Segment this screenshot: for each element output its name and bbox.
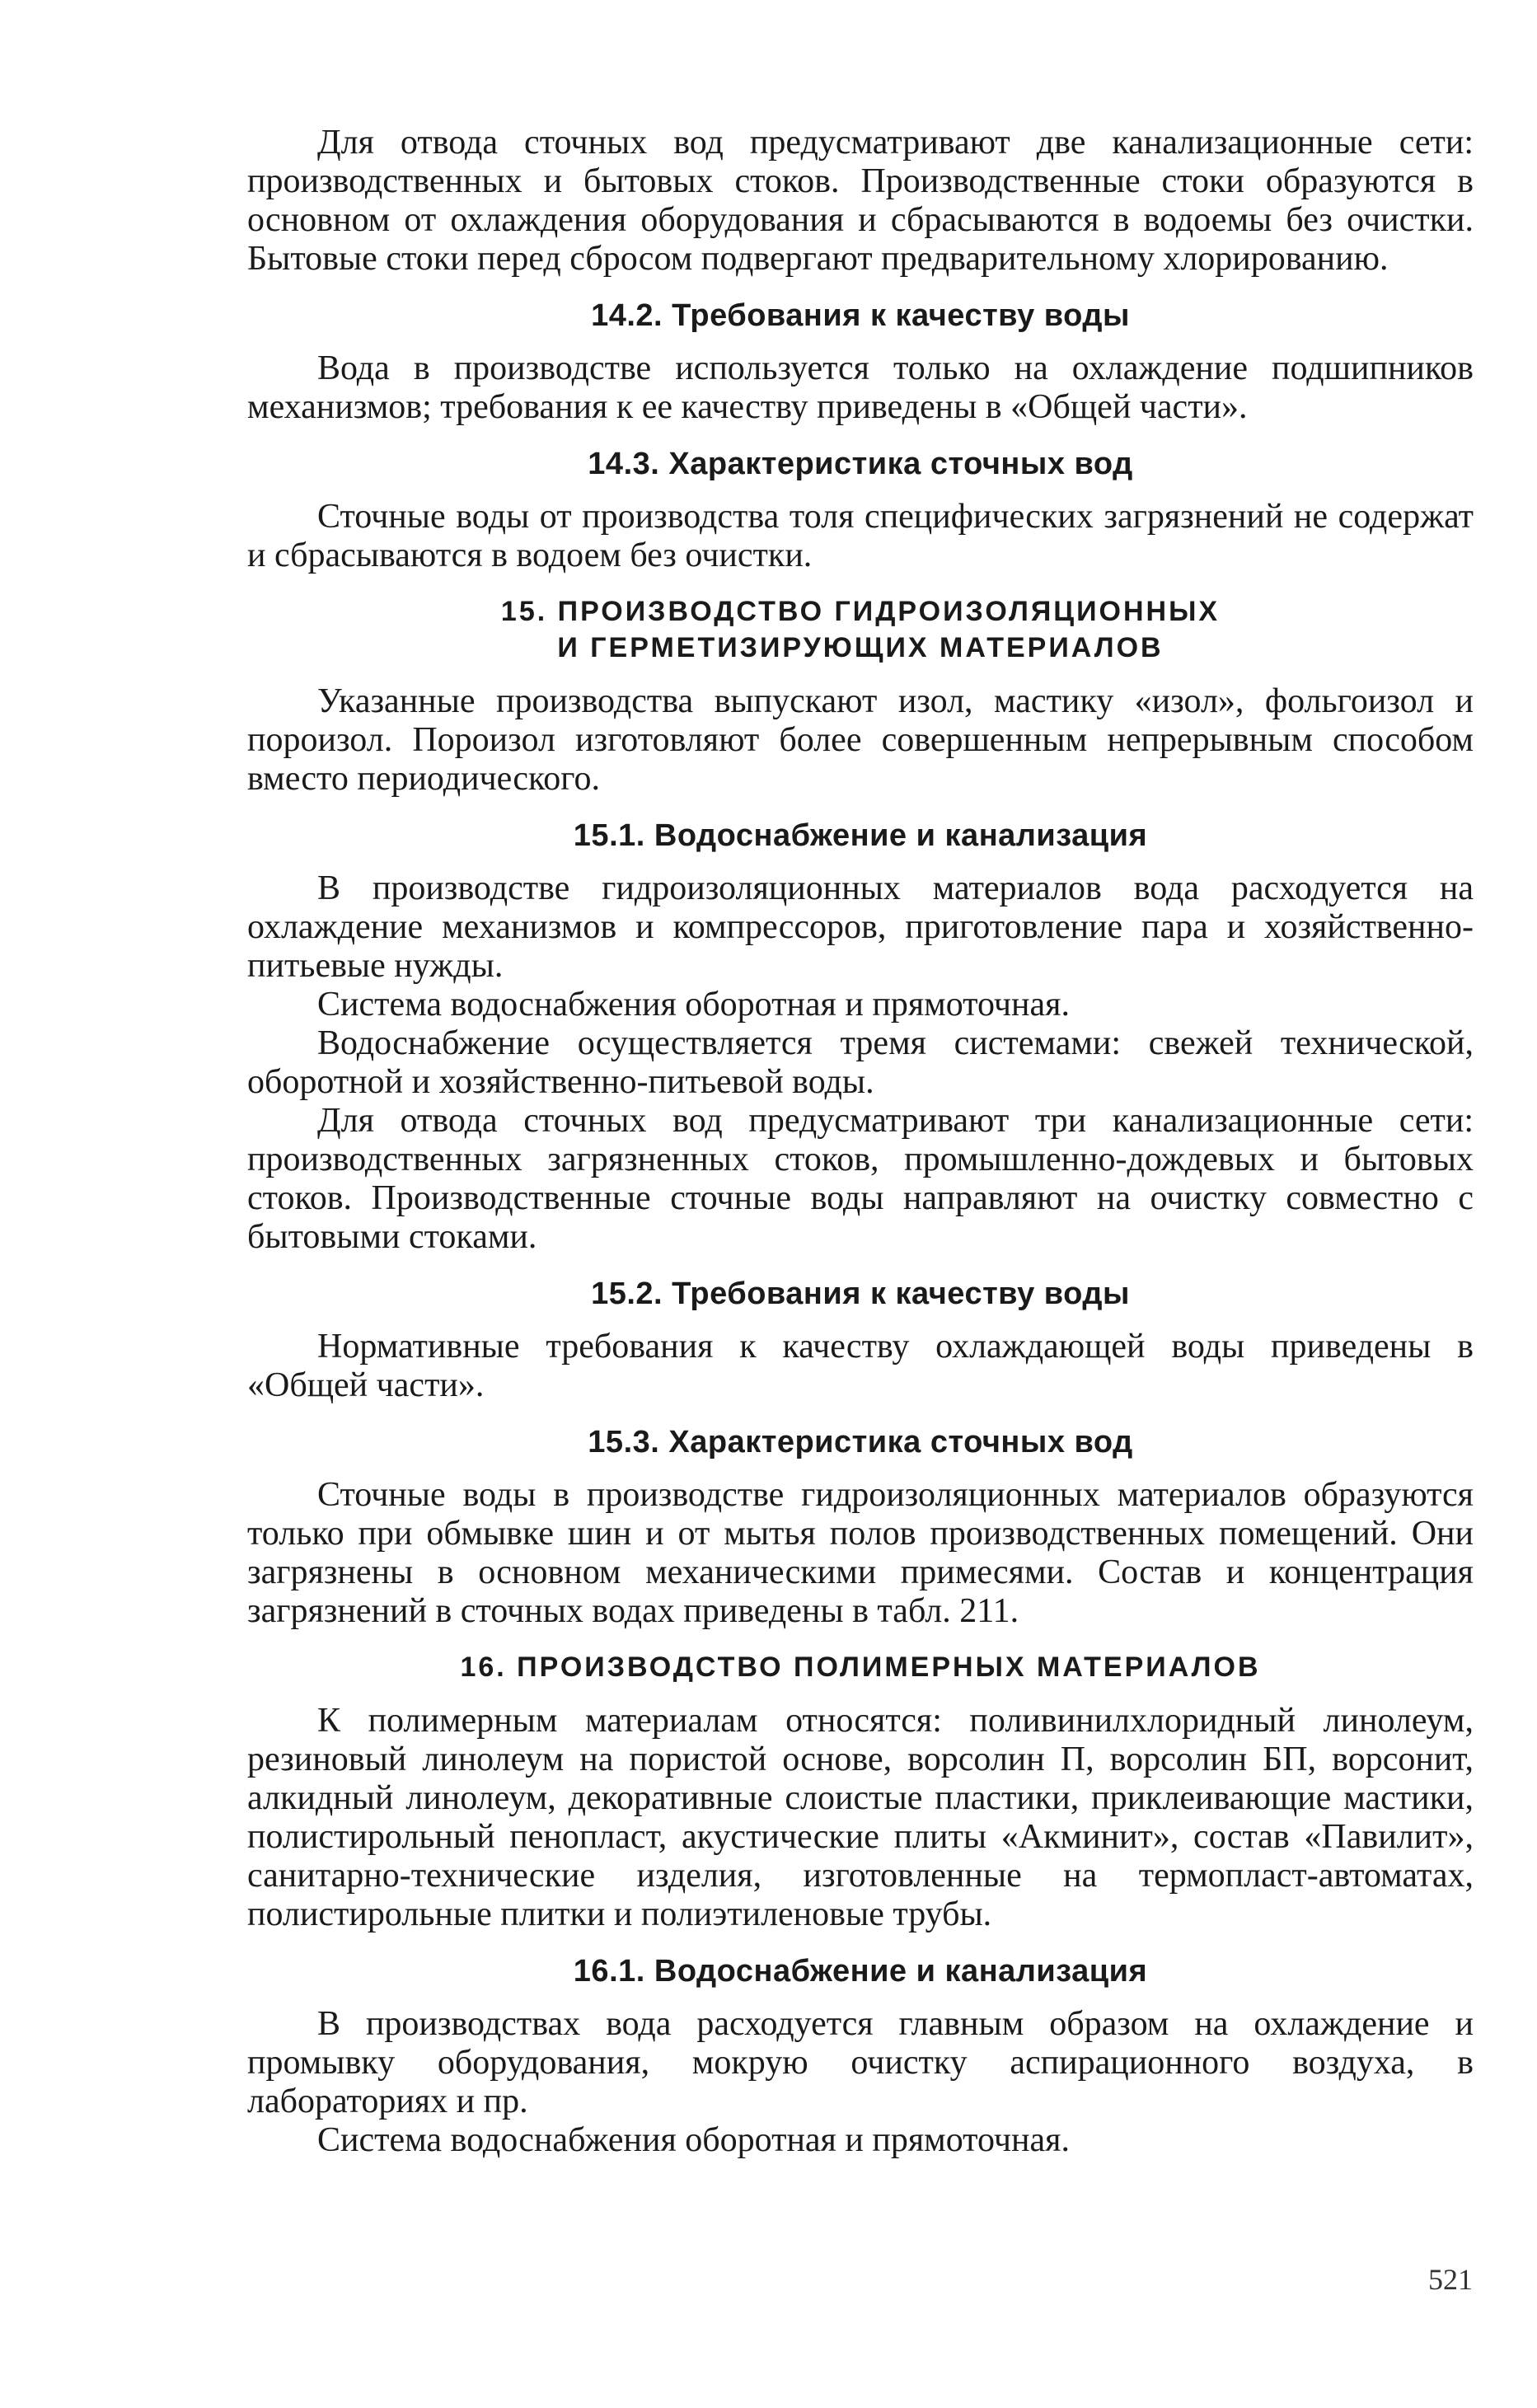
chapter-heading-line: 16. ПРОИЗВОДСТВО ПОЛИМЕРНЫХ МАТЕРИАЛОВ xyxy=(460,1651,1261,1683)
paragraph: Для отвода сточных вод предусматривают три канализационные сети: производственных загрязненных стоков, промышленно-дождевых и бытовых стоков. Производственные сточные воды направляют на очистку совместно с бытовыми стоками. xyxy=(247,1102,1474,1256)
paragraph: В производствах вода расходуется главным образом на охлаждение и промывку оборудования, мокрую очистку аспирационного воздуха, в лабораториях и пр. xyxy=(247,2005,1474,2120)
chapter-heading xyxy=(247,1649,1474,1685)
chapter-heading-line: И ГЕРМЕТИЗИРУЮЩИХ МАТЕРИАЛОВ xyxy=(557,632,1164,663)
section-heading: 15.1. Водоснабжение и канализация xyxy=(573,818,1148,853)
page-body xyxy=(247,124,1474,2160)
section-heading: 15.2. Требования к качеству воды xyxy=(591,1277,1130,1311)
paragraph: Нормативные требования к качеству охлаждающей воды приведены в «Общей части». xyxy=(247,1328,1474,1404)
paragraph: Для отвода сточных вод предусматривают две канализационные сети: производственных и бытовых стоков. Производственные стоки образуются в основном от охлаждения оборудования и сбрасываются в водоемы без очистки. Бытовые стоки перед сбросом подвергают предварительному хлорированию. xyxy=(247,124,1474,278)
paragraph: Указанные производства выпускают изол, мастику «изол», фольгоизол и пороизол. Пороизол изготовляют более совершенным непрерывным способом вместо периодического. xyxy=(247,682,1474,798)
paragraph: Сточные воды в производстве гидроизоляционных материалов образуются только при обмывке шин и от мытья полов производственных помещений. Они загрязнены в основном механическими примесями. Состав и концентрация загрязнений в сточных водах приведены в табл. 211. xyxy=(247,1476,1474,1630)
paragraph: К полимерным материалам относятся: поливинилхлоридный линолеум, резиновый линолеум на пористой основе, ворсолин П, ворсолин БП, ворсонит, алкидный линолеум, декоративные слоистые пластики, приклеивающие мастики, полистирольный пенопласт, акустические плиты «Акминит», состав «Павилит», санитарно-технические изделия, изготовленные на термопласт-автоматах, полистирольные плитки и полиэтиленовые трубы. xyxy=(247,1702,1474,1933)
section-heading: 14.3. Характеристика сточных вод xyxy=(588,447,1133,481)
paragraph: Сточные воды от производства толя специфических загрязнений не содержат и сбрасываются в водоем без очистки. xyxy=(247,498,1474,574)
section-heading: 14.2. Требования к качеству воды xyxy=(591,298,1130,333)
paragraph: В производстве гидроизоляционных материалов вода расходуется на охлаждение механизмов и компрессоров, приготовление пара и хозяйственно-питьевые нужды. xyxy=(247,869,1474,985)
page-number: 521 xyxy=(1428,2263,1473,2296)
paragraph: Система водоснабжения оборотная и прямоточная. xyxy=(317,2121,1070,2159)
paragraph: Система водоснабжения оборотная и прямоточная. xyxy=(317,986,1070,1024)
section-heading: 16.1. Водоснабжение и канализация xyxy=(573,1954,1148,1989)
chapter-heading xyxy=(247,593,1474,666)
section-heading: 15.3. Характеристика сточных вод xyxy=(588,1425,1133,1459)
chapter-heading-line: 15. ПРОИЗВОДСТВО ГИДРОИЗОЛЯЦИОННЫХ xyxy=(500,596,1221,627)
paragraph: Вода в производстве используется только на охлаждение подшипников механизмов; требования к ее качеству приведены в «Общей части». xyxy=(247,349,1474,426)
paragraph: Водоснабжение осуществляется тремя системами: свежей технической, оборотной и хозяйственно-питьевой воды. xyxy=(247,1024,1474,1101)
